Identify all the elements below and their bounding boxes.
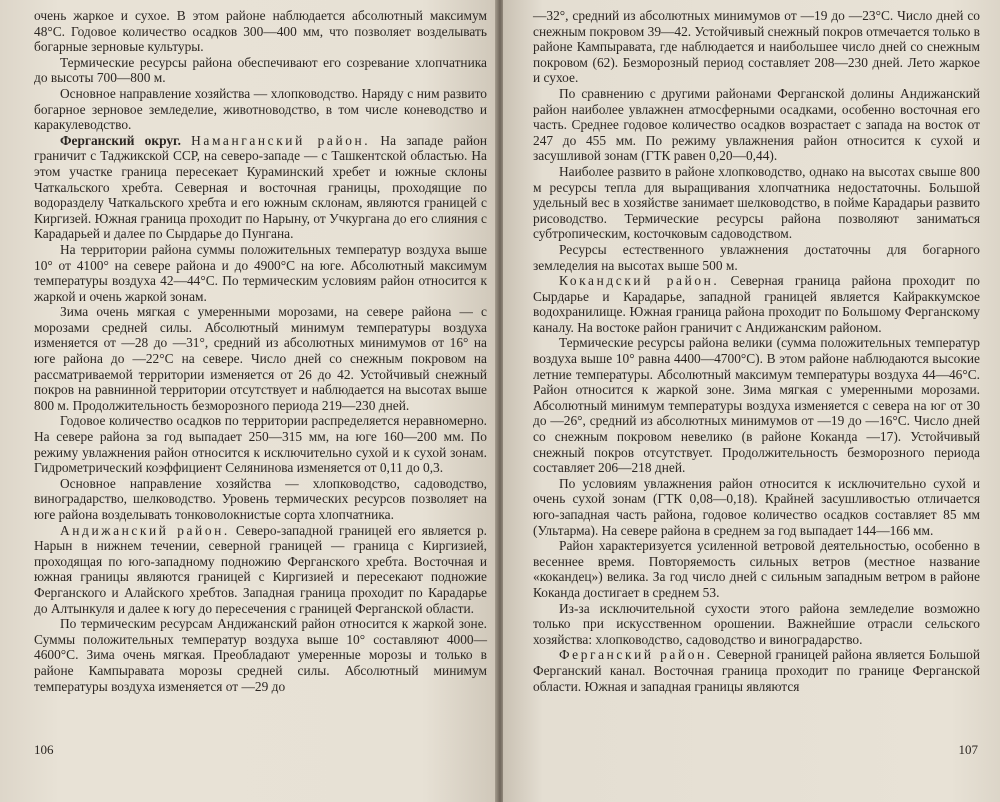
paragraph-text: На западе район граничит с Таджикской ССР, на северо-западе — с Ташкентской областью. На этом участке граница пересекает Кураминский хребет и южные склоны Чаткальского хребта. Северная и восточная границы, проходящие по водоразделу Чаткальского хребта и его южным склонам, являются границей с Киргизей. Южная граница проходит по Нарыну, от Учкургана до его слияния с Карадарьей и далее по Сырдарье до Пунгана. <box>34 132 487 242</box>
paragraph-text: Наиболее развито в районе хлопководство, однако на высотах свыше 800 м ресурсы тепла для выращивания хлопчатника недостаточны. Большой удельный вес в хозяйстве занимает шелководство, в пойме Карадарьи развито рисоводство. Термические ресурсы района позволяют заниматься субтропическим, косточковым садоводством. <box>533 163 980 242</box>
district-heading: Наманганский район. <box>191 132 371 148</box>
paragraph-text: Северной границей района является Большой Ферганский канал. Восточная граница проходит по границе Ферганской области. Южная и западная границы являются <box>533 647 980 694</box>
paragraph <box>533 164 980 242</box>
paragraph-text: Ресурсы естественного увлажнения достаточны для богарного земледелия на высотах выше 500 м. <box>533 241 980 273</box>
paragraph-text: Из-за исключительной сухости этого района земледелие возможно только при искусственном орошении. Важнейшие отрасли сельского хозяйства: хлопководство, садоводство и виноградарство. <box>533 600 980 647</box>
paragraph-text: По сравнению с другими районами Ферганской долины Андижанский район наиболее увлажнен атмосферными осадками, особенно восточная его часть. Среднее годовое количество осадков возрастает с запада на восток от 247 до 455 мм. По режиму увлажнения район относится к сухой и засушливой зонам (ГТК равен 0,20—0,44). <box>533 85 980 164</box>
paragraph <box>533 273 980 335</box>
paragraph <box>533 8 980 86</box>
page-number-left: 106 <box>34 742 54 757</box>
paragraph-text: Основное направление хозяйства — хлопководство. Наряду с ним развито богарное зерновое земледелие, животноводство, в том числе коневодство и каракулеводство. <box>34 85 487 133</box>
paragraph-text: очень жаркое и сухое. В этом районе наблюдается абсолютный максимум 48°С. Годовое количество осадков 300—400 мм, что позволяет возделывать богарные зерновые культуры. <box>34 8 487 55</box>
paragraph <box>34 413 487 475</box>
paragraph <box>34 523 487 617</box>
paragraph <box>533 86 980 164</box>
paragraph <box>533 476 980 538</box>
paragraph <box>34 86 487 133</box>
paragraph-text: Годовое количество осадков по территории распределяется неравномерно. На севере района за год выпадает 250—315 мм, на юге 160—200 мм. По режиму увлажнения район относится к исключительно сухой и к сухой зонам. Гидрометрический коэффициент Селянинова изменяется от 0,11 до 0,3. <box>34 413 487 476</box>
paragraph <box>34 55 487 86</box>
district-heading: Кокандский район. <box>559 273 720 289</box>
paragraph <box>533 647 980 694</box>
left-page <box>0 0 497 802</box>
paragraph-text: Северная граница района проходит по Сырдарье и Карадарье, западной границей является Кайраккумское водохранилище. Южная граница района проходит по Большому Ферганскому каналу. На востоке район граничит с Андижанским районом. <box>533 273 980 335</box>
paragraph-text: Район характеризуется усиленной ветровой деятельностью, особенно в весеннее время. Повторяемость сильных ветров (местное название «кокандец») велика. За год число дней с сильным западным ветром в районе Коканда достигает в среднем 53. <box>533 538 980 600</box>
paragraph-text: Основное направление хозяйства — хлопководство, садоводство, виноградарство, шелководство. Уровень термических ресурсов позволяет на юге района возделывать тонковолокнистые сорта хлопчатника. <box>34 475 487 522</box>
paragraph-text: На территории района суммы положительных температур воздуха выше 10° от 4100° на севере района и до 4900°С на юге. Абсолютный максимум температуры воздуха 42—44°С. По термическим условиям район относится к жаркой и очень жаркой зонам. <box>34 241 487 304</box>
paragraph <box>533 601 980 648</box>
paragraph-text: По условиям увлажнения район относится к исключительно сухой и очень сухой зонам (ГТК 0,08—0,18). Крайней засушливостью отличается юго-западная часть района, годовое количество осадков составляет 85 мм (Ультарма). На севере района в среднем за год выпадает 144—166 мм. <box>533 475 980 538</box>
right-page <box>503 0 1000 802</box>
page-number-right: 107 <box>958 742 978 757</box>
paragraph <box>34 476 487 523</box>
paragraph-text: —32°, средний из абсолютных минимумов от —19 до —23°С. Число дней со снежным покровом 39—42. Устойчивый снежный покров отмечается только в районе Кампыравата, где наблюдается и наибольшее число дней со снежным покровом (62). Безморозный период составляет 208—230 дней. Лето жаркое и сухое. <box>533 8 980 86</box>
left-page-text <box>34 8 487 694</box>
right-page-text <box>533 8 980 694</box>
paragraph-text: По термическим ресурсам Андижанский район относится к жаркой зоне. Суммы положительных температур воздуха выше 10° составляют 4000—4600°С. Зима очень мягкая. Преобладают умеренные морозы и только в районе Кампыравата морозы средней силы. Абсолютный минимум температуры воздуха изменяется от —29 до <box>34 616 487 694</box>
paragraph <box>34 242 487 304</box>
paragraph-text: Зима очень мягкая с умеренными морозами, на севере района — с морозами средней силы. Абсолютный минимум температуры воздуха изменяется от —28 до —31°, средний из абсолютных минимумов от 16° на юге района до —22°С на севере. Число дней со снежным покровом на рассматриваемой территории изменяется от 26 до 42. Устойчивый снежный покров на равнинной территории отсутствует и наблюдается на высотах выше 800 м. Продолжительность безморозного периода 219—230 дней. <box>34 304 487 413</box>
district-heading: Андижанский район. <box>60 522 230 538</box>
paragraph <box>34 616 487 694</box>
section-heading: Ферганский округ. <box>60 132 181 148</box>
paragraph-text: Термические ресурсы района обеспечивают его созревание хлопчатника до высоты 700—800 м. <box>34 54 487 86</box>
paragraph <box>533 538 980 600</box>
paragraph <box>34 133 487 242</box>
paragraph-text: Термические ресурсы района велики (сумма положительных температур воздуха выше 10° равна 4400—4700°С). В этом районе наблюдаются высокие летние температуры. Абсолютный максимум температуры воздуха 44—46°С. Район относится к жаркой зоне. Зима мягкая с умеренными морозами. Абсолютный минимум температуры воздуха изменяется с севера на юг от 30 до —26°, средний из абсолютных минимумов от —19 до —16°С. Число дней со снежным покровом невелико (в районе Коканда —17). Устойчивый снежный покров отсутствует. Продолжительность безморозного периода составляет 206—218 дней. <box>533 335 980 476</box>
paragraph <box>533 335 980 475</box>
paragraph <box>34 8 487 55</box>
paragraph-text: Северо-западной границей его является р. Нарын в нижнем течении, северной границей — граница с Киргизией, проходящая по юго-западному подножию Ферганского хребта. Восточная и южная границы являются границей с Киргизией и пересекают подножие Ферганского и Алайского хребтов. Западная граница проходит по Карадарье до Алтынкуля и далее к югу до пересечения с границей Ферганской области. <box>34 522 488 616</box>
district-heading: Ферганский район. <box>559 647 713 663</box>
paragraph <box>34 304 487 413</box>
paragraph <box>533 242 980 273</box>
